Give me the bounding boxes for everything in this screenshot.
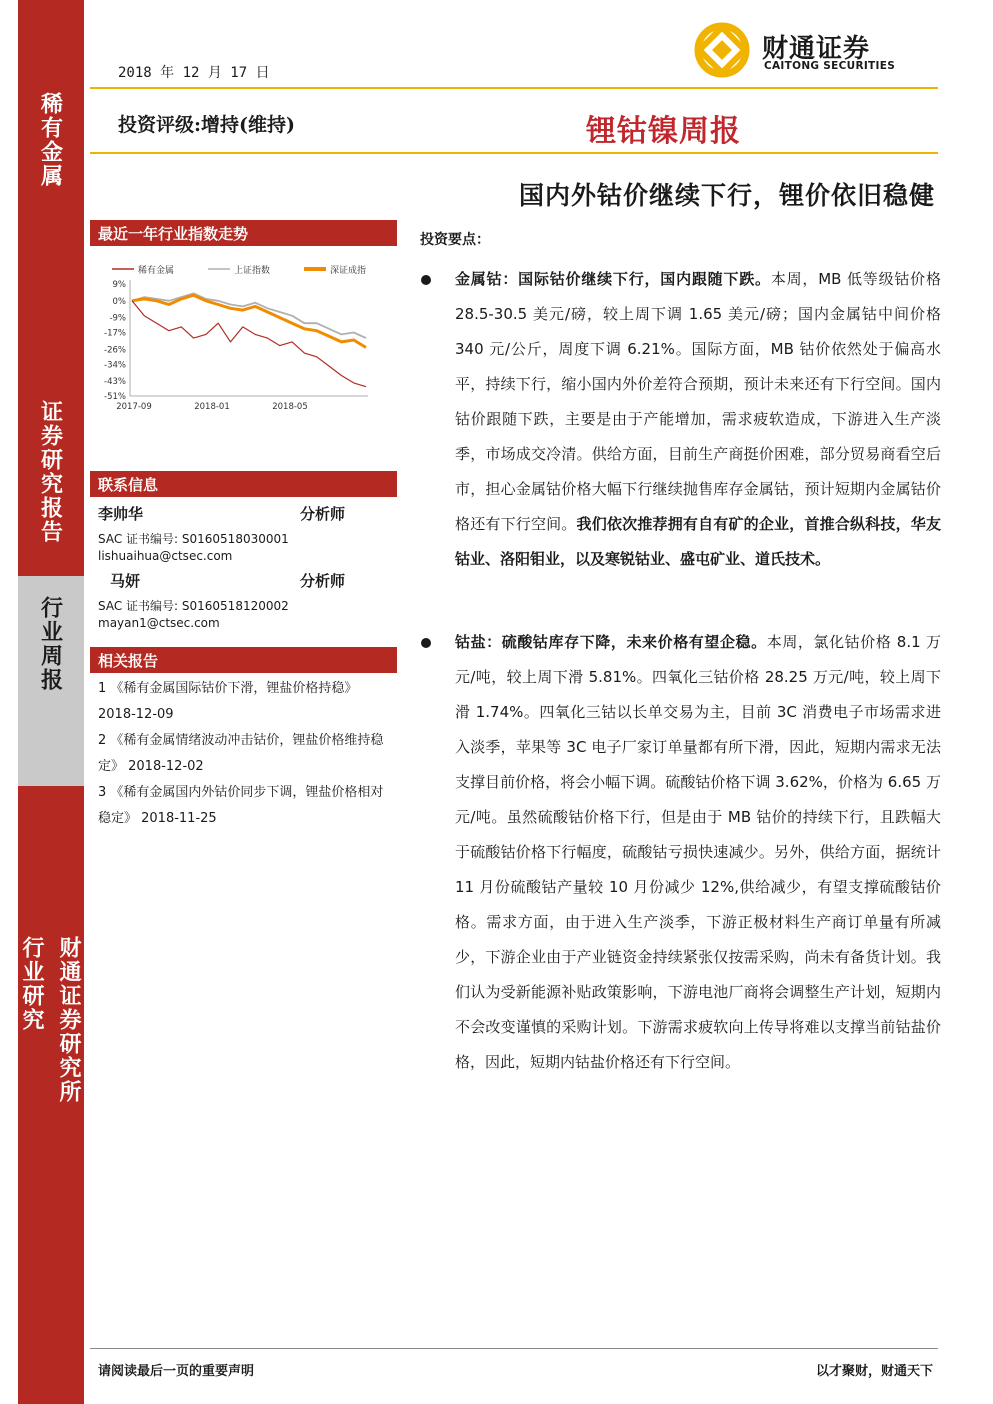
logo-chinese-name: 财通证券 — [762, 34, 871, 64]
header-divider-top — [90, 87, 938, 89]
y-tick-label: -17% — [104, 328, 126, 339]
side-strip-weekly — [18, 576, 84, 786]
y-tick-label: -43% — [104, 377, 126, 388]
side-strip-report-type — [18, 378, 84, 576]
analyst-2-name: 马妍 — [110, 572, 141, 590]
x-tick-label: 2018-05 — [272, 402, 308, 412]
caitong-logo-icon — [692, 22, 752, 78]
document-title: 锂钴镍周报 — [586, 114, 741, 149]
legend-label: 稀有金属 — [138, 266, 175, 276]
x-tick-label: 2018-01 — [194, 402, 230, 412]
contact-section-title: 联系信息 — [90, 471, 397, 497]
footer-slogan: 以才聚财，财通天下 — [815, 1364, 933, 1379]
legend-label: 深证成指 — [330, 266, 367, 276]
analyst-1-role: 分析师 — [300, 505, 346, 523]
series-line-0 — [132, 301, 366, 387]
analyst-1-sac: SAC 证书编号: S0160518030001 — [98, 532, 289, 546]
side-strip-institute — [18, 786, 84, 1404]
related-report-item[interactable]: 1 《稀有金属国际钴价下滑，锂盐价格持稳》 2018-12-09 — [98, 681, 358, 722]
point-1-recommendation: 我们依次推荐拥有自有矿的企业，首推合纵科技，华友钴业、洛阳钼业，以及寒锐钴业、盛屯矿业、道氏技术。 — [455, 515, 941, 568]
analyst-1-name: 李帅华 — [98, 505, 144, 523]
analyst-1-email[interactable]: lishuaihua@ctsec.com — [98, 549, 233, 563]
side-institute-text: 财通证券研究所 — [56, 936, 82, 1104]
side-research-text: 行业研究 — [19, 936, 45, 1032]
chart-section-title: 最近一年行业指数走势 — [90, 220, 397, 246]
side-weekly-text: 行业周报 — [37, 596, 64, 692]
point-2-body: 本周，氯化钴价格 8.1 万元/吨，较上周下滑 5.81%。四氧化三钴价格 28.25 万元/吨，较上周下滑 1.74%。四氧化三钴以长单交易为主，目前 3C 消费电子市场需求进入淡季，苹果等 3C 电子厂家订单量都有所下滑，因此，短期内需求无法支撑目前价格，将会小幅下调。硫酸钴价格下调 3.62%，价格为 6.65 万元/吨。虽然硫酸钴价格下行，但是由于 MB 钴价的持续下行，且跌幅大于硫酸钴价格下行幅度，硫酸钴亏损快速减少。另外，供给方面，据统计 11 月份硫酸钴产量较 10 月份减少 12%,供给减少，有望支撑硫酸钴价格。需求方面，由于进入生产淡季，下游正极材料生产商订单量有所减少，下游企业由于产业链资金持续紧张仅按需采购，尚未有备货计划。我们认为受新能源补贴政策影响，下游电池厂商将会调整生产计划，短期内不会改变谨慎的采购计划。下游需求疲软向上传导将难以支撑当前钴盐价格，因此，短期内钴盐价格还有下行空间。 — [455, 633, 941, 1071]
footer-disclaimer-note: 请阅读最后一页的重要声明 — [98, 1364, 255, 1379]
bullet-icon — [421, 275, 431, 285]
investment-rating: 投资评级:增持(维持) — [118, 114, 295, 136]
series-line-2 — [132, 295, 366, 347]
point-cobalt-salt — [455, 625, 941, 1080]
point-metal-cobalt — [455, 262, 941, 577]
related-report-item[interactable]: 3 《稀有金属国内外钴价同步下调，锂盐价格相对稳定》 2018-11-25 — [98, 785, 384, 826]
logo-english-name: CAITONG SECURITIES — [764, 60, 896, 72]
point-1-body: 本周，MB 低等级钴价格 28.5-30.5 美元/磅，较上周下调 1.65 美元/磅；国内金属钴中间价格 340 元/公斤，周度下调 6.21%。国际方面，MB 钴价依然处于偏高水平，持续下行，缩小国内外价差符合预期，预计未来还有下行空间。国内钴价跟随下跌，主要是由于产能增加，需求疲软造成，下游进入生产淡季，市场成交冷清。供给方面，目前生产商挺价困难，部分贸易商看空后市，担心金属钴价格大幅下行继续抛售库存金属钴，预计短期内金属钴价格还有下行空间。 — [455, 270, 941, 533]
investment-points-title: 投资要点： — [420, 232, 490, 248]
x-tick-label: 2017-09 — [116, 402, 152, 412]
side-category-text: 稀有金属 — [37, 92, 64, 188]
y-tick-label: 9% — [112, 280, 126, 290]
header-divider-bottom — [90, 152, 938, 154]
y-tick-label: 0% — [112, 296, 126, 307]
industry-index-chart — [90, 258, 390, 416]
related-reports-title: 相关报告 — [90, 647, 397, 673]
related-report-item[interactable]: 2 《稀有金属情绪波动冲击钴价，锂盐价格维持稳定》 2018-12-02 — [98, 733, 384, 774]
analyst-2-sac: SAC 证书编号: S0160518120002 — [98, 599, 289, 613]
footer-divider — [90, 1348, 938, 1349]
report-headline: 国内外钴价继续下行，锂价依旧稳健 — [518, 181, 935, 210]
series-line-1 — [132, 293, 366, 338]
bullet-icon — [421, 638, 431, 648]
side-strip-category — [18, 0, 84, 378]
y-tick-label: -34% — [104, 360, 126, 371]
company-logo — [692, 22, 942, 78]
report-date: 2018 年 12 月 17 日 — [118, 65, 270, 81]
analyst-2-role: 分析师 — [300, 572, 346, 590]
y-tick-label: -51% — [104, 392, 126, 402]
point-1-lead: 金属钴：国际钴价继续下行，国内跟随下跌。 — [455, 270, 771, 288]
point-2-lead: 钴盐：硫酸钴库存下降，未来价格有望企稳。 — [455, 633, 767, 651]
legend-label: 上证指数 — [234, 266, 271, 276]
analyst-2-email[interactable]: mayan1@ctsec.com — [98, 616, 220, 630]
side-report-type-text: 证券研究报告 — [37, 400, 64, 544]
related-reports-list — [98, 676, 390, 832]
y-tick-label: -26% — [104, 345, 126, 356]
y-tick-label: -9% — [109, 313, 126, 324]
